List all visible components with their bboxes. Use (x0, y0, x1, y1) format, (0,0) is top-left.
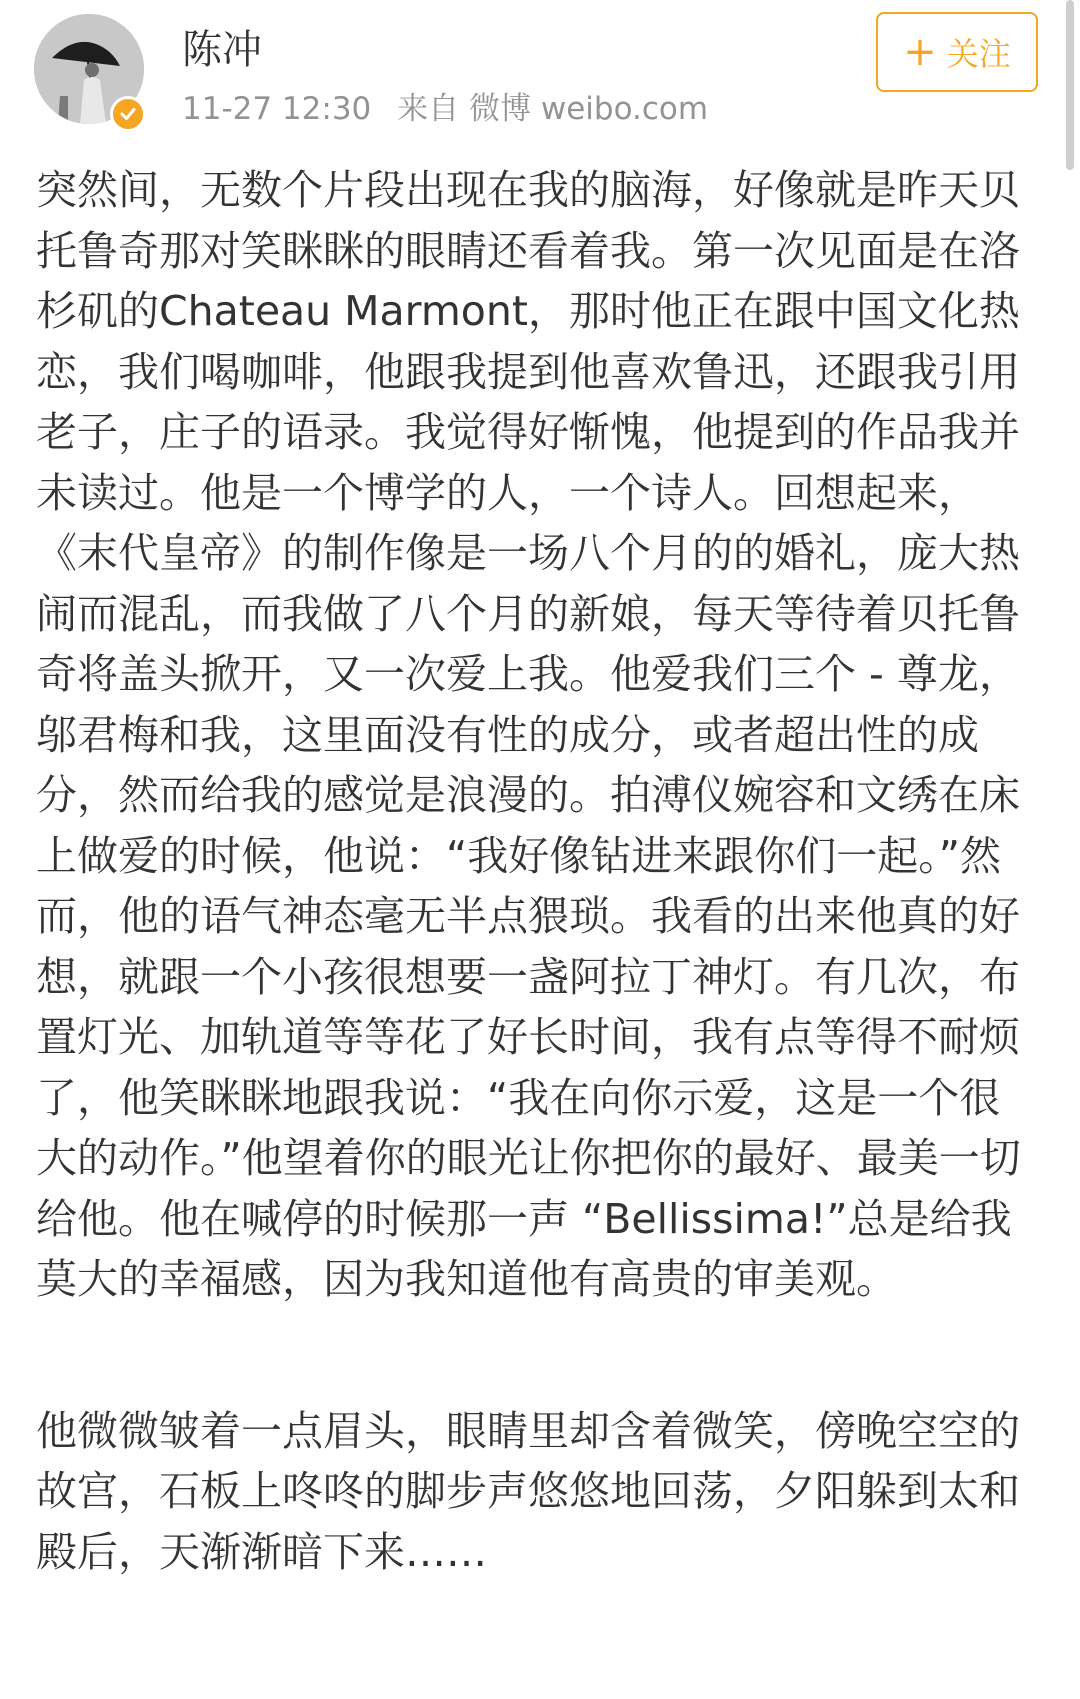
post-header (0, 0, 1080, 150)
verified-badge-icon (110, 96, 146, 132)
post-source: 来自 微博 weibo.com (397, 91, 709, 127)
scrollbar[interactable] (1066, 0, 1074, 170)
post-paragraph-2: 他微微皱着一点眉头，眼睛里却含着微笑，傍晚空空的故宫，石板上咚咚的脚步声悠悠地回荡，夕阳躲到太和殿后，天渐渐暗下来…… (36, 1406, 1020, 1576)
follow-button-label: 关注 (946, 35, 1011, 73)
post-paragraph-1: 突然间，无数个片段出现在我的脑海，好像就是昨天贝托鲁奇那对笑眯眯的眼睛还看着我。第一次见面是在洛杉矶的Chateau Marmont，那时他正在跟中国文化热恋，我们喝咖啡，他跟我提到他喜欢鲁迅，还跟我引用老子，庄子的语录。我觉得好惭愧，他提到的作品我并未读过。他是一个博学的人，一个诗人。回想起来，《末代皇帝》的制作像是一场八个月的的婚礼，庞大热闹而混乱，而我做了八个月的新娘，每天等待着贝托鲁奇将盖头掀开，又一次爱上我。他爱我们三个 - 尊龙，邬君梅和我，这里面没有性的成分，或者超出性的成分，然而给我的感觉是浪漫的。拍溥仪婉容和文绣在床上做爱的时候，他说：“我好像钻进来跟你们一起。”然而，他的语气神态毫无半点猥琐。我看的出来他真的好想，就跟一个小孩很想要一盏阿拉丁神灯。有几次，布置灯光、加轨道等等花了好长时间，我有点等得不耐烦了，他笑眯眯地跟我说：“我在向你示爱，这是一个很大的动作。”他望着你的眼光让你把你的最好、最美一切给他。他在喊停的时候那一声 “Bellissima!”总是给我莫大的幸福感，因为我知道他有高贵的审美观。 (36, 166, 1021, 1303)
plus-icon: + (903, 29, 937, 75)
post-time: 11-27 12:30 (182, 91, 372, 127)
follow-button[interactable] (876, 12, 1038, 92)
post-meta (182, 90, 724, 128)
author-name[interactable]: 陈冲 (182, 27, 262, 73)
post-body (36, 160, 1036, 1582)
paragraph-spacer (36, 1310, 1036, 1401)
